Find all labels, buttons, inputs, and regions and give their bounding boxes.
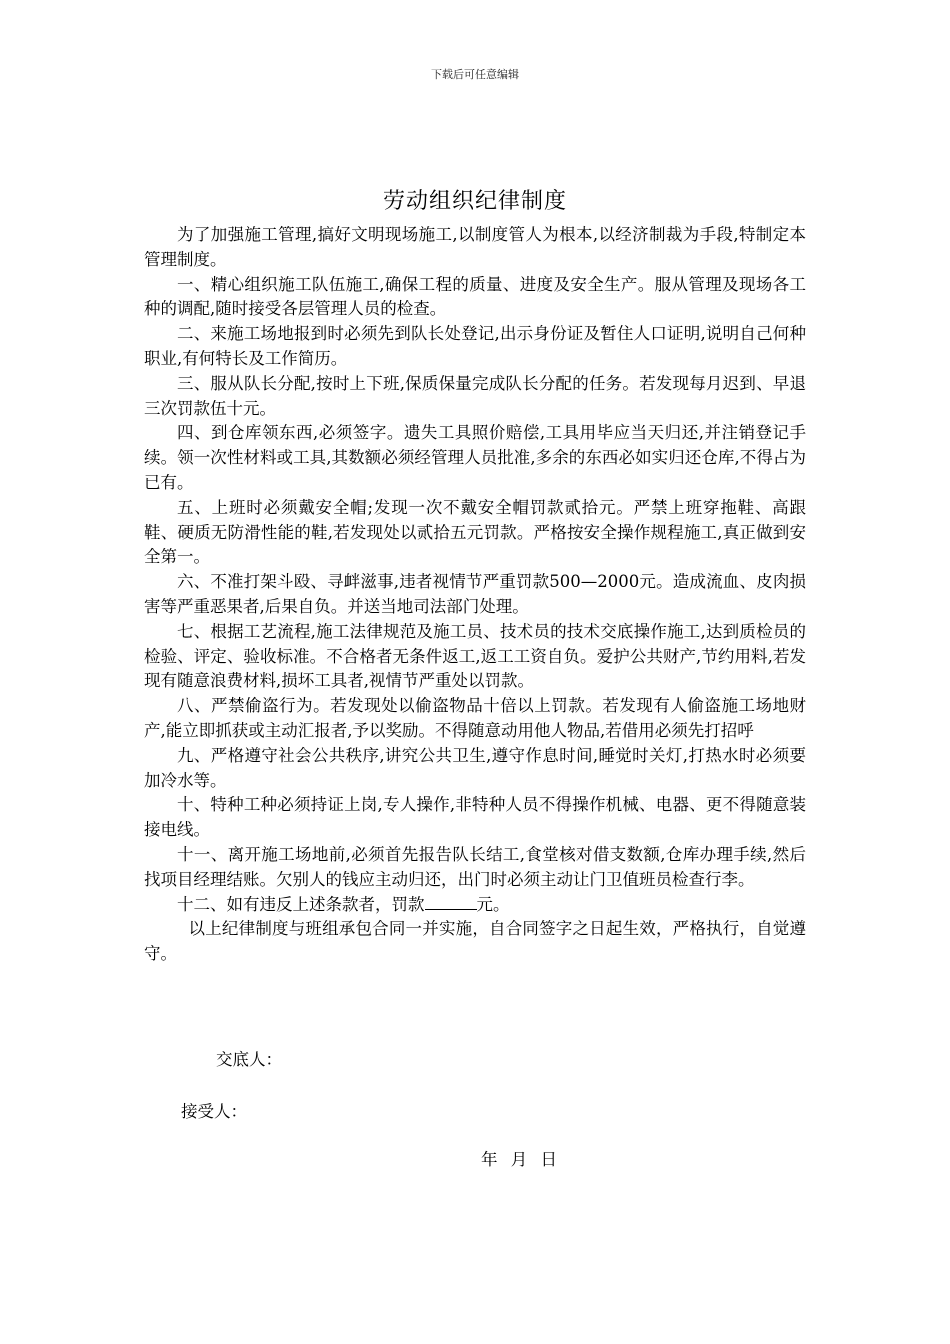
paragraph-10: 十、特种工种必须持证上岗,专人操作,非特种人员不得操作机械、电器、更不得随意装接电线。 [144,795,806,840]
paragraph-4: 四、到仓库领东西,必须签字。遗失工具照价赔偿,工具用毕应当天归还,并注销登记手续。领一次性材料或工具,其数额必须经管理人员批准,多余的东西必如实归还仓库,不得占为已有。 [144,423,806,492]
paragraph-11: 十一、离开施工场地前,必须首先报告队长结工,食堂核对借支数额,仓库办理手续,然后找项目经理结账。欠别人的钱应主动归还，出门时必须主动让门卫值班员检查行李。 [144,844,806,889]
paragraph-9: 九、严格遵守社会公共秩序,讲究公共卫生,遵守作息时间,睡觉时关灯,打热水时必须要加冷水等。 [144,745,806,790]
paragraph-6: 六、不准打架斗殴、寻衅滋事,违者视情节严重罚款500—2000元。造成流血、皮肉损害等严重恶果者,后果自负。并送当地司法部门处理。 [144,572,806,616]
paragraph-12 [144,893,806,918]
paragraph-intro: 为了加强施工管理,搞好文明现场施工,以制度管人为根本,以经济制裁为手段,特制定本管理制度。 [144,225,806,269]
date-line: 年 月 日 [481,1150,557,1169]
document-body [144,223,806,967]
paragraph-8: 八、严禁偷盗行为。若发现处以偷盗物品十倍以上罚款。若发现有人偷盗施工场地财产,能立即抓获或主动汇报者,予以奖励。不得随意动用他人物品,若借用必须先打招呼 [144,696,806,740]
receiver-signature-label: 接受人： [181,1102,247,1121]
fine-amount-blank [425,893,477,910]
handover-signature-label: 交底人： [216,1050,282,1069]
header-note: 下载后可任意编辑 [431,68,519,81]
paragraph-5: 五、上班时必须戴安全帽;发现一次不戴安全帽罚款贰拾元。严禁上班穿拖鞋、高跟鞋、硬质无防滑性能的鞋,若发现处以贰拾五元罚款。严格按安全操作规程施工,真正做到安全第一。 [144,497,806,567]
paragraph-12-prefix: 十二、如有违反上述条款者，罚款 [177,894,425,914]
paragraph-closing: 以上纪律制度与班组承包合同一并实施，自合同签字之日起生效，严格执行，自觉遵守。 [144,919,806,964]
paragraph-12-suffix: 元。 [476,894,510,914]
document-title: 劳动组织纪律制度 [382,189,567,214]
paragraph-2: 二、来施工场地报到时必须先到队长处登记,出示身份证及暂住人口证明,说明自己何种职业,有何特长及工作简历。 [144,324,806,368]
paragraph-1: 一、精心组织施工队伍施工,确保工程的质量、进度及安全生产。服从管理及现场各工种的调配,随时接受各层管理人员的检查。 [144,274,806,319]
paragraph-3: 三、服从队长分配,按时上下班,保质保量完成队长分配的任务。若发现每月迟到、早退三次罚款伍十元。 [144,373,806,418]
paragraph-7: 七、根据工艺流程,施工法律规范及施工员、技术员的技术交底操作施工,达到质检员的检验、评定、验收标准。不合格者无条件返工,返工工资自负。爱护公共财产,节约用料,若发现有随意浪费材料,损坏工具者,视情节严重处以罚款。 [144,621,806,691]
